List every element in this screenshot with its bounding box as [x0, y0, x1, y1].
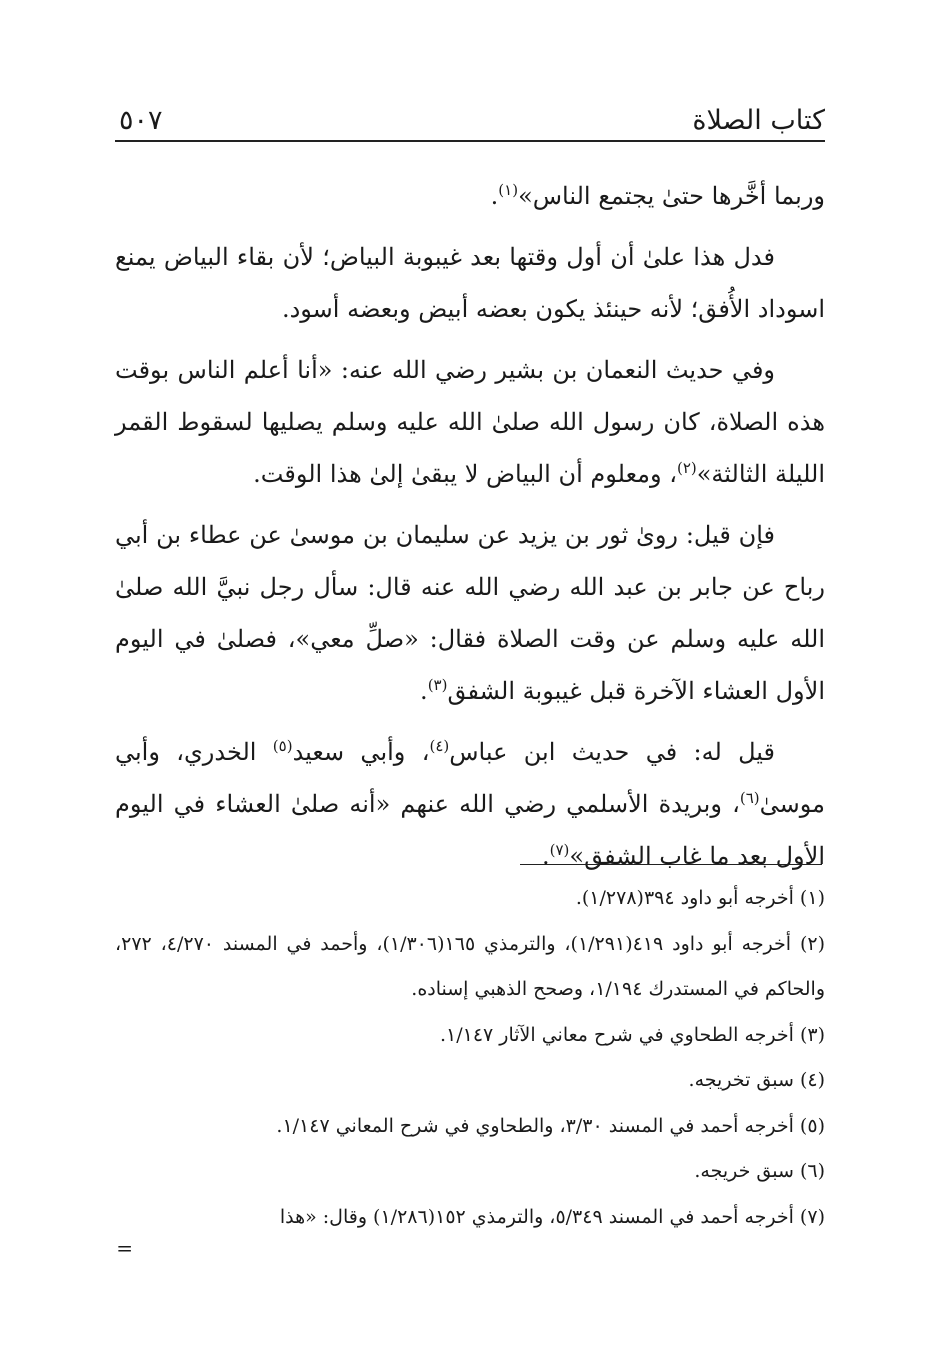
footnote-ref-4[interactable]: (٤)	[429, 737, 450, 755]
page-header	[115, 100, 825, 142]
footnote-ref-1[interactable]: (١)	[498, 181, 519, 199]
continuation-mark: =	[116, 1236, 133, 1260]
footnote-ref-6[interactable]: (٦)	[739, 789, 760, 807]
footnote-4: (٤) سبق تخريجه.	[688, 1069, 825, 1091]
running-title: كتاب الصلاة	[692, 105, 825, 136]
main-text	[115, 170, 825, 891]
footnote-ref-7[interactable]: (٧)	[549, 841, 570, 859]
footnote-7: (٧) أخرجه أحمد في المسند ٥/٣٤٩، والترمذي ١٥٢(١/٢٨٦) وقال: «هذا	[279, 1205, 825, 1228]
footnote-6: (٦) سبق خريجه.	[694, 1160, 825, 1182]
paragraph-5: قيل له: في حديث ابن عباس$^{(٤)}$، وأبي سعيد$^{(٥)}$ الخدري، وأبي موسىٰ$^{(٦)}$، وبريدة الأسلمي رضي الله عنهم «أنه صلىٰ العشاء في اليوم الأول بعد ما غاب الشفق»$^{(٧)}$.	[115, 737, 825, 870]
paragraph-4: فإن قيل: روىٰ ثور بن يزيد عن سليمان بن موسىٰ عن عطاء بن أبي رباح عن جابر بن عبد الله رضي الله عنه قال: سأل رجل نبيَّ الله صلىٰ الله عليه وسلم عن وقت الصلاة فقال: «صلِّ معي»، فصلىٰ في اليوم الأول العشاء الآخرة قبل غيبوبة الشفق$^{(٣)}$.	[115, 521, 825, 705]
footnote-separator	[520, 864, 822, 865]
footnote-2: (٢) أخرجه أبو داود ٤١٩(١/٢٩١)، والترمذي ١٦٥(١/٣٠٦)، وأحمد في المسند ٤/٢٧٠، ٢٧٢، والحاكم في المستدرك ١/١٩٤، وصحح الذهبي إسناده.	[115, 932, 826, 1000]
footnote-1: (١) أخرجه أبو داود ٣٩٤(١/٢٧٨).	[575, 887, 825, 909]
paragraph-3: وفي حديث النعمان بن بشير رضي الله عنه: «أنا أعلم الناس بوقت هذه الصلاة، كان رسول الله صلىٰ الله عليه وسلم يصليها لسقوط القمر الليلة الثالثة»$^{(٢)}$، ومعلوم أن البياض لا يبقىٰ إلىٰ هذا الوقت.	[115, 356, 825, 488]
paragraph-2: فدل هذا علىٰ أن أول وقتها بعد غيبوبة البياض؛ لأن بقاء البياض يمنع اسوداد الأُفق؛ لأنه حينئذ يكون بعضه أبيض وبعضه أسود.	[115, 243, 825, 323]
footnote-ref-5[interactable]: (٥)	[272, 737, 293, 755]
footnote-3: (٣) أخرجه الطحاوي في شرح معاني الآثار ١/١٤٧.	[439, 1023, 825, 1046]
footnote-5: (٥) أخرجه أحمد في المسند ٣/٣٠، والطحاوي في شرح المعاني ١/١٤٧.	[276, 1114, 825, 1137]
footnotes	[115, 876, 825, 1240]
footnote-ref-3[interactable]: (٣)	[427, 676, 448, 694]
paragraph-1: وربما أخَّرها حتىٰ يجتمع الناس»$^{(١)}$.	[490, 181, 825, 210]
footnote-ref-2[interactable]: (٢)	[676, 459, 697, 477]
page-number: ٥٠٧	[119, 105, 163, 136]
